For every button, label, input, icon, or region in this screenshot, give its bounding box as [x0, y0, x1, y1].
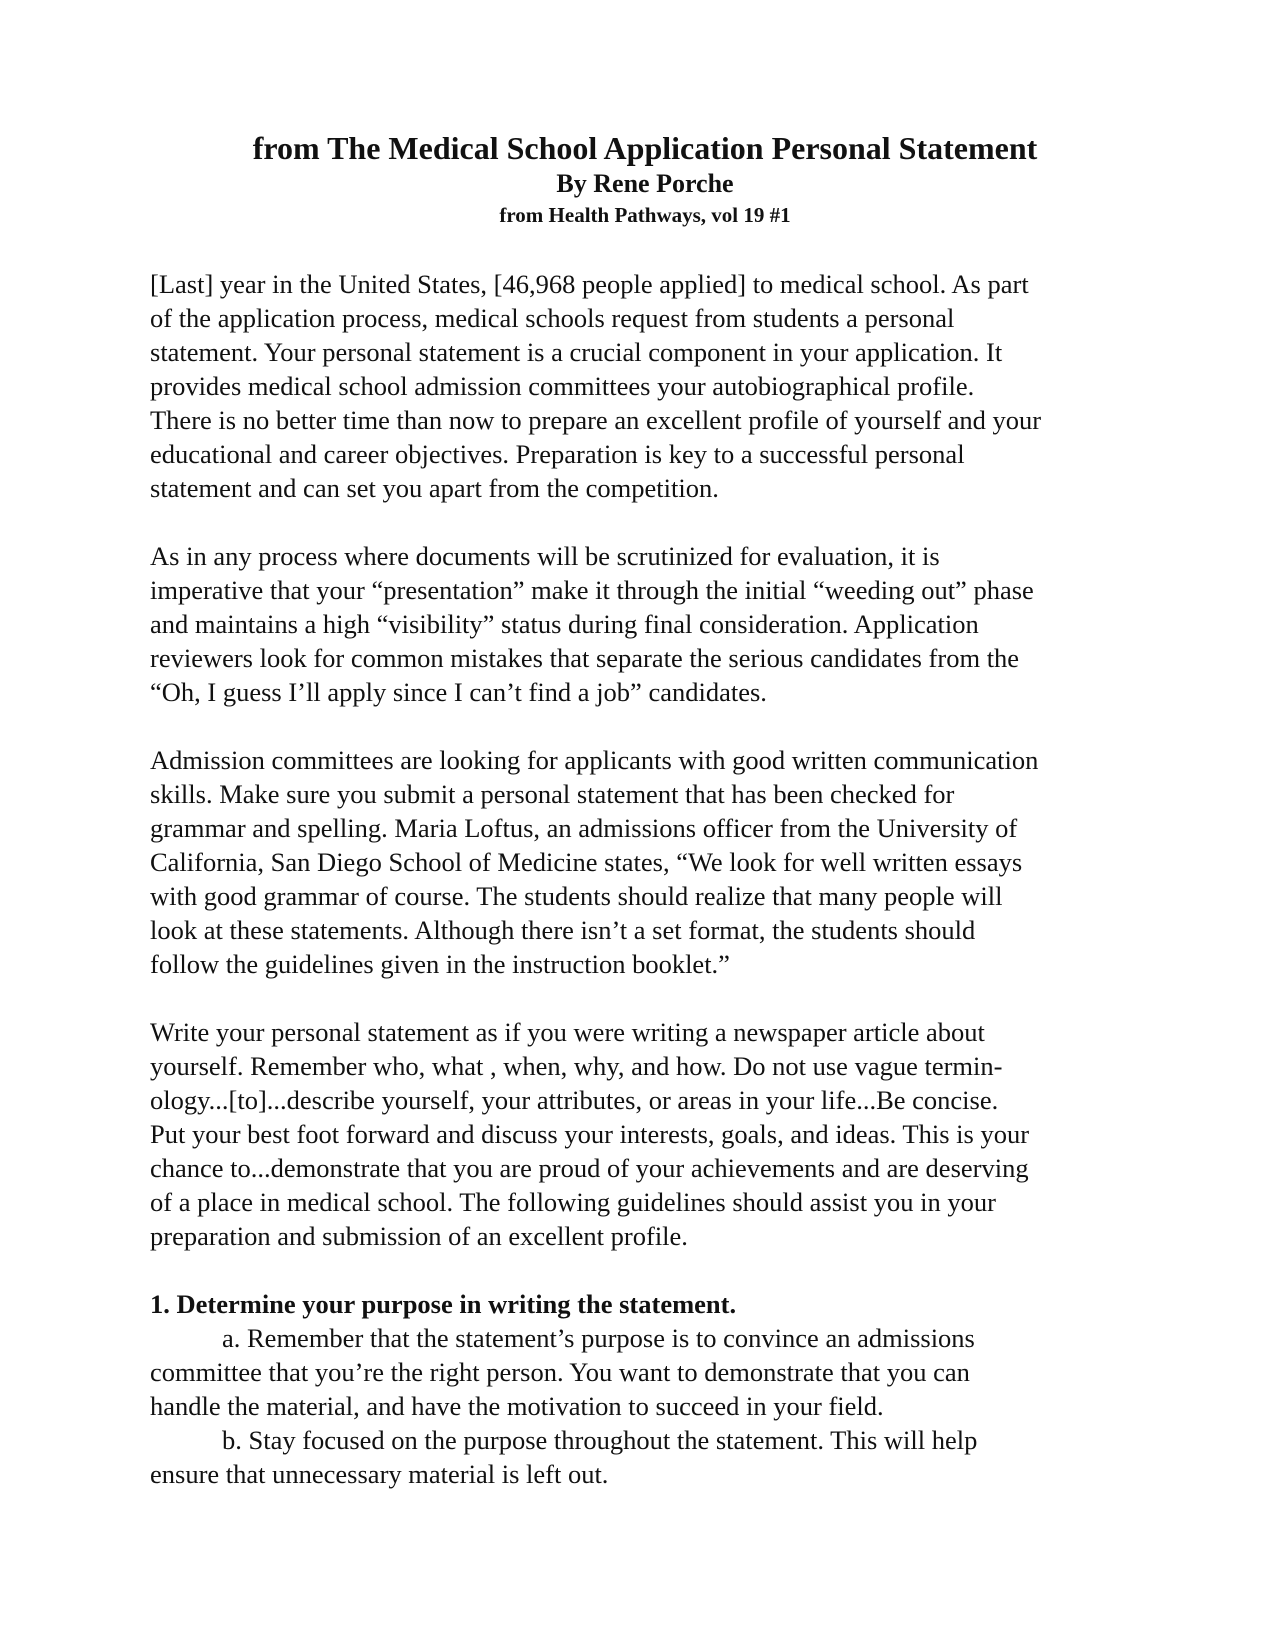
section-heading-purpose: 1. Determine your purpose in writing the statement.	[150, 1289, 737, 1319]
text-line: chance to...demonstrate that you are proud of your achievements and are deserving	[150, 1153, 1029, 1183]
text-line: of a place in medical school. The following guidelines should assist you in your	[150, 1187, 996, 1217]
text-line: California, San Diego School of Medicine states, “We look for well written essays	[150, 847, 1023, 877]
text-line: ensure that unnecessary material is left out.	[150, 1459, 609, 1489]
text-line: b. Stay focused on the purpose throughout the statement. This will help	[222, 1425, 978, 1455]
text-line: follow the guidelines given in the instruction booklet.”	[150, 949, 730, 979]
text-line: ology...[to]...describe yourself, your attributes, or areas in your life...Be concise.	[150, 1085, 999, 1115]
text-line: handle the material, and have the motivation to succeed in your field.	[150, 1391, 884, 1421]
list-item-b	[150, 1423, 1140, 1491]
text-line: There is no better time than now to prepare an excellent profile of yourself and your	[150, 405, 1042, 435]
text-line: grammar and spelling. Maria Loftus, an admissions officer from the University of	[150, 813, 1018, 843]
text-line: statement. Your personal statement is a crucial component in your application. It	[150, 337, 1003, 367]
text-line: preparation and submission of an excellent profile.	[150, 1221, 688, 1251]
text-line: with good grammar of course. The students should realize that many people will	[150, 881, 1003, 911]
text-line: statement and can set you apart from the competition.	[150, 473, 719, 503]
document-body	[150, 267, 1140, 1491]
text-line: Admission committees are looking for applicants with good written communication	[150, 745, 1039, 775]
text-line: a. Remember that the statement’s purpose is to convince an admissions	[222, 1323, 975, 1353]
text-line: Put your best foot forward and discuss your interests, goals, and ideas. This is your	[150, 1119, 1030, 1149]
paragraph-intro	[150, 267, 1140, 505]
text-line: Write your personal statement as if you were writing a newspaper article about	[150, 1017, 985, 1047]
author-byline: By Rene Porche	[556, 169, 734, 198]
source-line: from Health Pathways, vol 19 #1	[499, 203, 791, 227]
paragraph-newspaper	[150, 1015, 1140, 1253]
text-line: look at these statements. Although there isn’t a set format, the students should	[150, 915, 976, 945]
text-line: As in any process where documents will be scrutinized for evaluation, it is	[150, 541, 940, 571]
text-line: yourself. Remember who, what , when, why, and how. Do not use vague termin-	[150, 1051, 1003, 1081]
text-line: reviewers look for common mistakes that separate the serious candidates from the	[150, 643, 1020, 673]
text-line: educational and career objectives. Preparation is key to a successful personal	[150, 439, 965, 469]
list-item-a	[150, 1321, 1140, 1423]
text-line: skills. Make sure you submit a personal statement that has been checked for	[150, 779, 955, 809]
text-line: and maintains a high “visibility” status during final consideration. Application	[150, 609, 979, 639]
text-line: committee that you’re the right person. You want to demonstrate that you can	[150, 1357, 970, 1387]
text-line: “Oh, I guess I’ll apply since I can’t find a job” candidates.	[150, 677, 767, 707]
text-line: imperative that your “presentation” make it through the initial “weeding out” phase	[150, 575, 1034, 605]
paragraph-communication	[150, 743, 1140, 981]
text-line: [Last] year in the United States, [46,968 people applied] to medical school. As part	[150, 269, 1029, 299]
document-page	[150, 128, 1140, 1491]
document-title: from The Medical School Application Personal Statement	[252, 130, 1038, 166]
paragraph-evaluation	[150, 539, 1140, 709]
text-line: provides medical school admission committees your autobiographical profile.	[150, 371, 975, 401]
title-block	[150, 128, 1140, 230]
text-line: of the application process, medical schools request from students a personal	[150, 303, 955, 333]
